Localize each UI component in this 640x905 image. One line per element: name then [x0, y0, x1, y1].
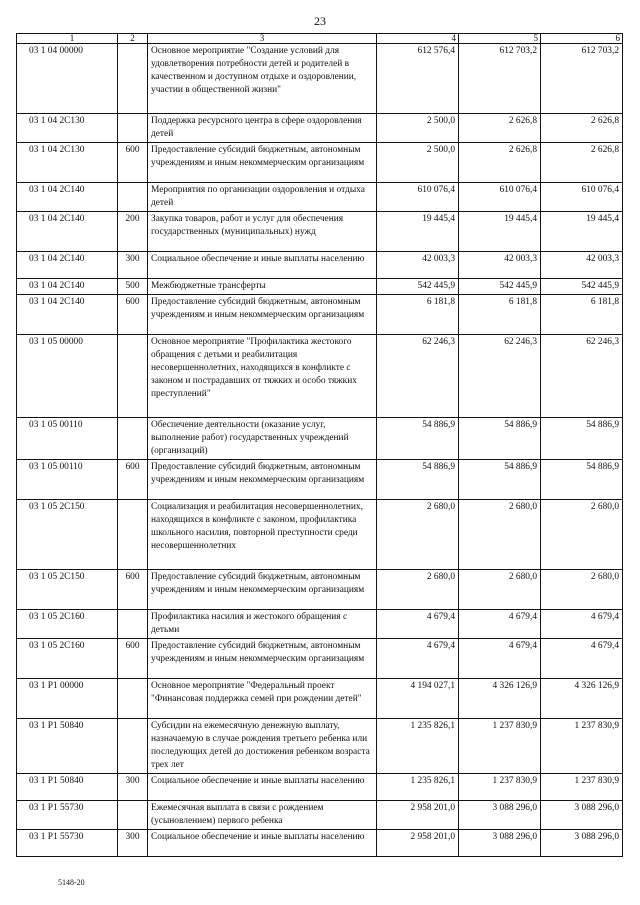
row-amount-col-5: 2 680,0: [459, 570, 541, 610]
table-row: [17, 183, 623, 212]
table-row: [17, 212, 623, 252]
row-expense-type: 600: [118, 295, 148, 335]
table-row: [17, 610, 623, 639]
row-name: Субсидии на ежемесячную денежную выплату, назначаемую в случае рождения третьего ребенка или последующих детей до достижения ребенком возраста трех лет: [148, 719, 377, 774]
row-code: 03 1 05 2С150: [17, 570, 118, 610]
table-row: [17, 143, 623, 183]
row-amount-col-6: 54 886,9: [541, 418, 623, 460]
row-amount-col-4: 2 958 201,0: [377, 830, 459, 857]
row-name: Предоставление субсидий бюджетным, автономным учреждениям и иным некоммерческим организациям: [148, 295, 377, 335]
row-name: Профилактика насилия и жестокого обращения с детьми: [148, 610, 377, 639]
row-amount-col-5: 2 626,8: [459, 114, 541, 143]
row-name: Мероприятия по организации оздоровления и отдыха детей: [148, 183, 377, 212]
row-name: Основное мероприятие "Федеральный проект "Финансовая поддержка семей при рождении детей": [148, 679, 377, 719]
row-amount-col-4: 2 500,0: [377, 143, 459, 183]
row-expense-type: 300: [118, 830, 148, 857]
row-amount-col-5: 3 088 296,0: [459, 830, 541, 857]
row-amount-col-6: 612 703,2: [541, 44, 623, 114]
row-expense-type: 600: [118, 570, 148, 610]
row-amount-col-6: 3 088 296,0: [541, 801, 623, 830]
row-amount-col-4: 19 445,4: [377, 212, 459, 252]
row-expense-type: [118, 801, 148, 830]
row-amount-col-4: 62 246,3: [377, 335, 459, 418]
row-amount-col-4: 612 576,4: [377, 44, 459, 114]
table-row: [17, 830, 623, 857]
row-amount-col-5: 62 246,3: [459, 335, 541, 418]
row-amount-col-5: 42 003,3: [459, 252, 541, 279]
header-col-3: 3: [148, 34, 377, 44]
row-expense-type: 300: [118, 252, 148, 279]
row-amount-col-4: 2 680,0: [377, 570, 459, 610]
row-code: 03 1 05 2С150: [17, 500, 118, 570]
row-code: 03 1 05 00000: [17, 335, 118, 418]
row-amount-col-6: 4 679,4: [541, 610, 623, 639]
row-code: 03 1 04 2С130: [17, 114, 118, 143]
budget-table: [16, 33, 623, 857]
table-body: [17, 44, 623, 857]
row-amount-col-5: 4 679,4: [459, 639, 541, 679]
row-code: 03 1 04 00000: [17, 44, 118, 114]
row-expense-type: [118, 335, 148, 418]
row-code: 03 1 04 2С140: [17, 295, 118, 335]
row-code: 03 1 04 2С140: [17, 183, 118, 212]
table-row: [17, 801, 623, 830]
row-name: Ежемесячная выплата в связи с рождением (усыновлением) первого ребенка: [148, 801, 377, 830]
row-amount-col-6: 2 626,8: [541, 114, 623, 143]
table-row: [17, 418, 623, 460]
row-amount-col-6: 2 626,8: [541, 143, 623, 183]
row-code: 03 1 05 00110: [17, 460, 118, 500]
row-name: Предоставление субсидий бюджетным, автономным учреждениям и иным некоммерческим организациям: [148, 143, 377, 183]
table-row: [17, 252, 623, 279]
row-amount-col-6: 2 680,0: [541, 570, 623, 610]
row-expense-type: 600: [118, 639, 148, 679]
table-row: [17, 774, 623, 801]
header-row: [17, 34, 623, 44]
row-code: 03 1 05 2С160: [17, 610, 118, 639]
header-col-5: 5: [459, 34, 541, 44]
row-amount-col-5: 19 445,4: [459, 212, 541, 252]
row-name: Межбюджетные трансферты: [148, 279, 377, 295]
row-code: 03 1 04 2С130: [17, 143, 118, 183]
table-row: [17, 295, 623, 335]
row-code: 03 1 Р1 00000: [17, 679, 118, 719]
row-amount-col-4: 542 445,9: [377, 279, 459, 295]
row-amount-col-5: 4 326 126,9: [459, 679, 541, 719]
table-row: [17, 570, 623, 610]
row-expense-type: [118, 114, 148, 143]
row-amount-col-4: 42 003,3: [377, 252, 459, 279]
row-code: 03 1 Р1 50840: [17, 774, 118, 801]
row-expense-type: [118, 679, 148, 719]
row-name: Основное мероприятие "Создание условий для удовлетворения потребности детей и родителей в качественном и доступном отдыхе и оздоровлении, участии в общественной жизни": [148, 44, 377, 114]
row-name: Закупка товаров, работ и услуг для обеспечения государственных (муниципальных) нужд: [148, 212, 377, 252]
header-col-1: 1: [17, 34, 118, 44]
row-amount-col-4: 2 500,0: [377, 114, 459, 143]
row-amount-col-6: 4 326 126,9: [541, 679, 623, 719]
row-amount-col-6: 54 886,9: [541, 460, 623, 500]
row-amount-col-4: 54 886,9: [377, 418, 459, 460]
table-row: [17, 679, 623, 719]
row-amount-col-4: 6 181,8: [377, 295, 459, 335]
row-expense-type: 200: [118, 212, 148, 252]
row-amount-col-5: 1 237 830,9: [459, 774, 541, 801]
row-name: Предоставление субсидий бюджетным, автономным учреждениям и иным некоммерческим организациям: [148, 570, 377, 610]
row-amount-col-4: 54 886,9: [377, 460, 459, 500]
row-code: 03 1 04 2С140: [17, 279, 118, 295]
row-amount-col-5: 610 076,4: [459, 183, 541, 212]
row-amount-col-4: 2 958 201,0: [377, 801, 459, 830]
row-expense-type: [118, 500, 148, 570]
row-code: 03 1 05 2С160: [17, 639, 118, 679]
row-amount-col-6: 3 088 296,0: [541, 830, 623, 857]
row-expense-type: [118, 610, 148, 639]
header-col-4: 4: [377, 34, 459, 44]
row-name: Социальное обеспечение и иные выплаты населению: [148, 774, 377, 801]
row-amount-col-4: 4 679,4: [377, 610, 459, 639]
row-amount-col-4: 610 076,4: [377, 183, 459, 212]
row-amount-col-6: 62 246,3: [541, 335, 623, 418]
table-row: [17, 335, 623, 418]
row-amount-col-6: 542 445,9: [541, 279, 623, 295]
row-amount-col-5: 3 088 296,0: [459, 801, 541, 830]
row-amount-col-5: 2 626,8: [459, 143, 541, 183]
row-code: 03 1 04 2С140: [17, 212, 118, 252]
table-row: [17, 279, 623, 295]
row-expense-type: [118, 719, 148, 774]
row-expense-type: [118, 418, 148, 460]
row-amount-col-6: 19 445,4: [541, 212, 623, 252]
row-amount-col-6: 6 181,8: [541, 295, 623, 335]
table-row: [17, 500, 623, 570]
page-number: 23: [314, 14, 326, 28]
row-amount-col-4: 1 235 826,1: [377, 774, 459, 801]
row-amount-col-5: 6 181,8: [459, 295, 541, 335]
row-amount-col-5: 54 886,9: [459, 460, 541, 500]
row-amount-col-6: 42 003,3: [541, 252, 623, 279]
row-expense-type: 300: [118, 774, 148, 801]
row-amount-col-6: 2 680,0: [541, 500, 623, 570]
row-expense-type: 600: [118, 460, 148, 500]
table-row: [17, 460, 623, 500]
row-name: Поддержка ресурсного центра в сфере оздоровления детей: [148, 114, 377, 143]
row-name: Обеспечение деятельности (оказание услуг, выполнение работ) государственных учреждений (организаций): [148, 418, 377, 460]
row-amount-col-6: 610 076,4: [541, 183, 623, 212]
header-col-6: 6: [541, 34, 623, 44]
row-amount-col-5: 542 445,9: [459, 279, 541, 295]
row-amount-col-4: 4 194 027,1: [377, 679, 459, 719]
row-amount-col-4: 2 680,0: [377, 500, 459, 570]
row-expense-type: [118, 44, 148, 114]
table-row: [17, 44, 623, 114]
table-row: [17, 114, 623, 143]
footer-code: 5148-20: [58, 878, 85, 887]
row-code: 03 1 04 2С140: [17, 252, 118, 279]
row-amount-col-5: 612 703,2: [459, 44, 541, 114]
row-name: Основное мероприятие "Профилактика жестокого обращения с детьми и реабилитация несовершеннолетних, находящихся в конфликте с законом и пострадавших от тяжких и особо тяжких преступлений": [148, 335, 377, 418]
row-code: 03 1 05 00110: [17, 418, 118, 460]
row-amount-col-5: 4 679,4: [459, 610, 541, 639]
row-code: 03 1 Р1 55730: [17, 801, 118, 830]
table-row: [17, 719, 623, 774]
row-amount-col-5: 2 680,0: [459, 500, 541, 570]
table-header: [17, 34, 623, 44]
row-amount-col-6: 4 679,4: [541, 639, 623, 679]
row-name: Социальное обеспечение и иные выплаты населению: [148, 830, 377, 857]
row-name: Социальное обеспечение и иные выплаты населению: [148, 252, 377, 279]
row-name: Предоставление субсидий бюджетным, автономным учреждениям и иным некоммерческим организациям: [148, 639, 377, 679]
row-expense-type: 600: [118, 143, 148, 183]
row-name: Социализация и реабилитация несовершеннолетних, находящихся в конфликте с законом, профилактика школьного насилия, повторной преступности среди несовершеннолетних: [148, 500, 377, 570]
row-name: Предоставление субсидий бюджетным, автономным учреждениям и иным некоммерческим организациям: [148, 460, 377, 500]
header-col-2: 2: [118, 34, 148, 44]
row-amount-col-5: 54 886,9: [459, 418, 541, 460]
row-amount-col-4: 4 679,4: [377, 639, 459, 679]
table-row: [17, 639, 623, 679]
row-amount-col-4: 1 235 826,1: [377, 719, 459, 774]
row-amount-col-6: 1 237 830,9: [541, 719, 623, 774]
row-code: 03 1 Р1 55730: [17, 830, 118, 857]
row-amount-col-6: 1 237 830,9: [541, 774, 623, 801]
row-expense-type: [118, 183, 148, 212]
row-amount-col-5: 1 237 830,9: [459, 719, 541, 774]
row-expense-type: 500: [118, 279, 148, 295]
row-code: 03 1 Р1 50840: [17, 719, 118, 774]
